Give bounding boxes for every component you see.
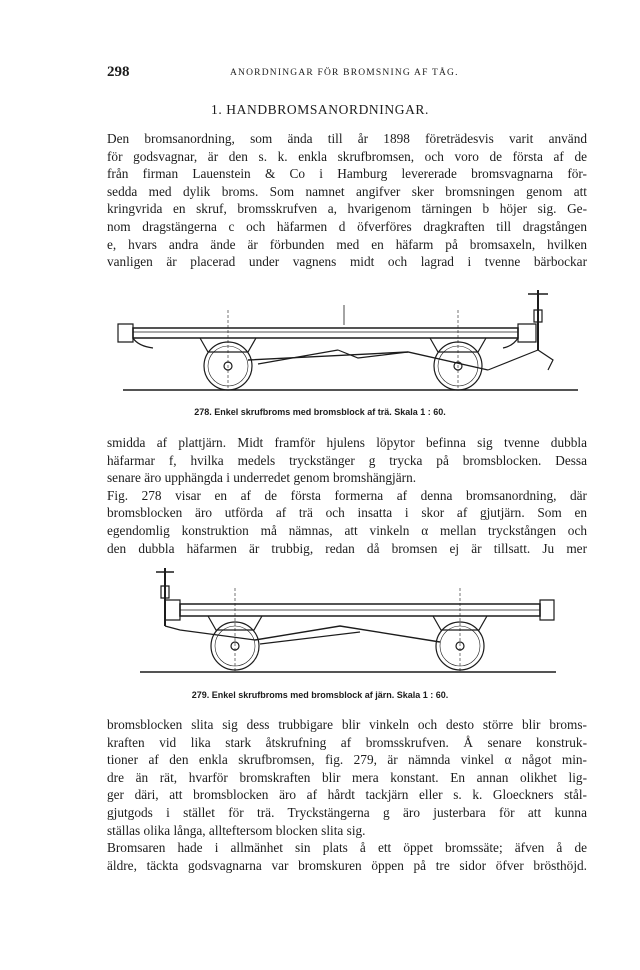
text-line: från firman Lauenstein & Co i Hamburg levererade bromsvagnarna för- (107, 166, 587, 182)
text-line: gjutgods i stället för trä. Tryckstängerna g äro justerbara för att kunna (107, 804, 587, 820)
text-line: kringvrida en skruf, bromsskrufven a, hvarigenom tärningen b höjer sig. Ge- (107, 201, 587, 217)
paragraph-3 (107, 716, 587, 874)
text-line: egendomlig konstruktion må nämnas, att vinkeln α mellan tryckstången och (107, 522, 587, 538)
text-line: ger däri, att bromsblocken äro af hårdt tackjärn eller s. k. Gloeckners stål- (107, 787, 587, 803)
text-line: smidda af plattjärn. Midt framför hjulens löpytor befinna sig tvenne dubbla (107, 435, 587, 450)
text-line: för godsvagnar, är den s. k. enkla skrufbromsen, och voro de första af de (107, 148, 587, 164)
text-line: bromsblocken äro utförda af trä och insatta i skor af gjutjärn. Som en (107, 505, 587, 521)
running-head: ANORDNINGAR FÖR BROMSNING AF TÅG. (230, 68, 459, 78)
text-line: nom dragstängerna c och häfarmen d öfverföres dragkraften till dragstången (107, 218, 587, 234)
text-line: häfarmar f, hvilka medels tryckstänger g trycka på bromsblocken. Dessa (107, 452, 587, 468)
text-line: dre än rät, hvarför bromskraften blir mera konstant. En annan olikhet lig- (107, 769, 587, 785)
text-line: ställas olika långa, allteftersom blocken slita sig. (107, 822, 366, 838)
text-line: Bromsaren hade i allmänhet sin plats å ett öppet bromssäte; äfven å de (107, 840, 587, 856)
page-number: 298 (107, 64, 130, 80)
figure-279-drawing (120, 560, 560, 685)
figure-278-caption: 278. Enkel skrufbroms med bromsblock af trä. Skala 1 : 60. (194, 407, 446, 417)
text-line: kraften vid lika stark åtskrufning af bromsskrufven. Å senare konstruk- (107, 734, 587, 750)
text-line: senare äro upphängda i underredet genom bromshängjärn. (107, 470, 417, 486)
section-title: 1. HANDBROMSANORDNINGAR. (210, 102, 430, 117)
text-line: bromsblocken slita sig dess trubbigare blir vinkeln och desto större blir broms- (107, 717, 587, 732)
paragraph-1 (107, 130, 587, 271)
text-line: sedda med dylik broms. Som namnet angifver sker bromsningen genom att (107, 183, 587, 199)
text-line: den dubbla häfarmen är trubbig, redan då bromsen ej är tillsatt. Ju mer (107, 540, 587, 556)
text-line: Den bromsanordning, som ända till år 1898 företrädesvis varit använd (107, 131, 587, 146)
figure-279-caption: 279. Enkel skrufbroms med bromsblock af järn. Skala 1 : 60. (191, 690, 449, 700)
text-line: äldre, täckta godsvagnarna var bromskuren öppen på tre sidor öfver brösthöjd. (107, 857, 587, 873)
paragraph-2 (107, 434, 587, 557)
text-line: vanligen är placerad under vagnens midt och lagrad i tvenne bärbockar (107, 254, 587, 270)
text-line: e, hvars andra ände är förbunden med en häfarm på bromsaxeln, hvilken (107, 236, 587, 252)
text-line: Fig. 278 visar en af de första formerna af denna bromsanordning, där (107, 487, 587, 503)
figure-278-drawing (108, 280, 590, 400)
text-line: tioner af den enkla skrufbromsen, fig. 279, är nämnda vinkel α något min- (107, 752, 587, 768)
